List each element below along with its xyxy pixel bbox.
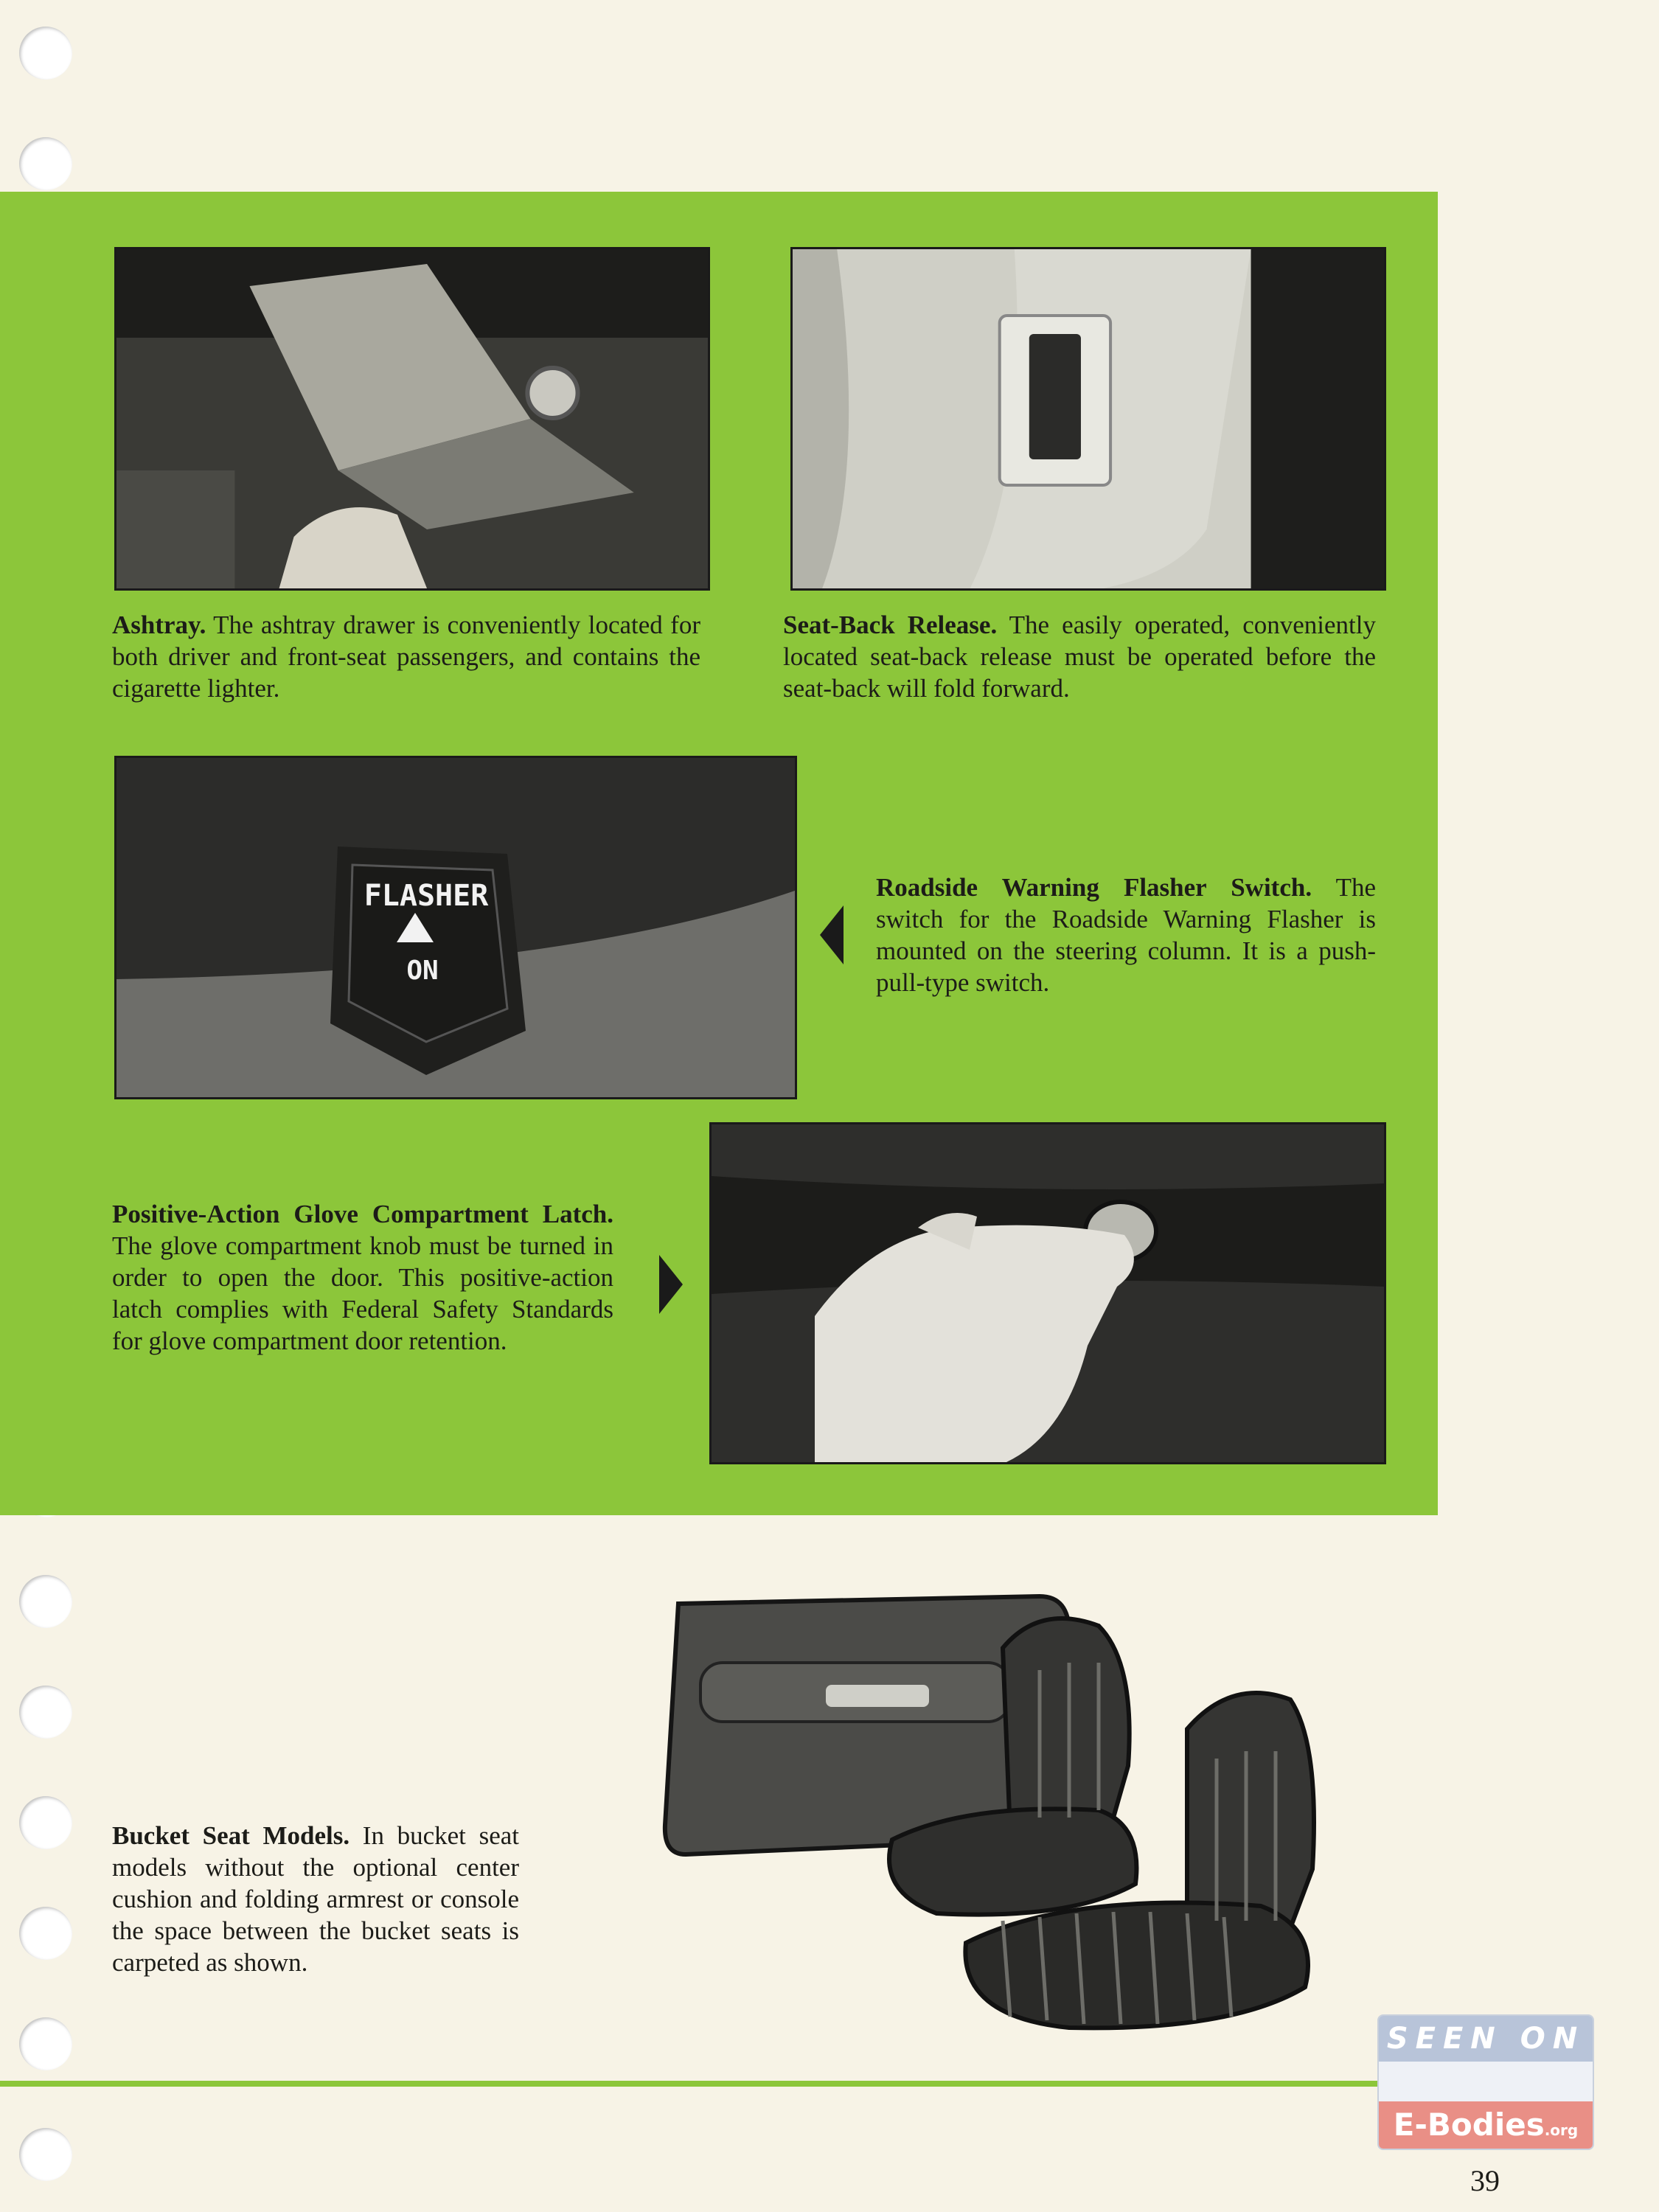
seat-back-release-photo — [790, 247, 1386, 591]
binder-hole — [19, 2017, 72, 2070]
binder-hole — [19, 1796, 72, 1849]
binder-hole — [19, 1686, 72, 1739]
glove-heading: Positive-Action Glove Compartment Latch. — [112, 1200, 613, 1228]
binder-hole — [19, 1575, 72, 1628]
seat-back-heading: Seat-Back Release. — [783, 611, 998, 639]
ashtray-text: The ashtray drawer is conveniently located for both driver and front-seat passengers, and contains the cigarette lighter. — [112, 611, 700, 703]
flasher-switch-label-top: FLASHER — [364, 879, 489, 913]
flasher-caption — [876, 872, 1376, 998]
ashtray-heading: Ashtray. — [112, 611, 206, 639]
page-number: 39 — [1470, 2164, 1500, 2197]
binder-hole — [19, 1907, 72, 1960]
binder-hole — [19, 137, 72, 190]
seat-back-caption — [783, 609, 1376, 704]
flasher-heading: Roadside Warning Flasher Switch. — [876, 873, 1312, 902]
bottom-green-rule — [0, 2081, 1438, 2087]
badge-top-text: SEEN ON — [1379, 2016, 1593, 2062]
binder-hole — [19, 2128, 72, 2181]
bucket-seat-text: In bucket seat models without the optional center cushion and folding armrest or console the space between the bucket seats is carpeted as shown. — [112, 1821, 519, 1977]
flasher-switch-photo — [114, 756, 797, 1099]
pointer-left-arrow-icon — [820, 905, 844, 964]
flasher-text: The switch for the Roadside Warning Flasher is mounted on the steering column. It is a push-pull-type switch. — [876, 873, 1376, 997]
pointer-right-arrow-icon — [659, 1255, 683, 1314]
seat-back-text: The easily operated, conveniently located seat-back release must be operated before the seat-back will fold forward. — [783, 611, 1376, 703]
ashtray-caption — [112, 609, 700, 704]
badge-bottom-text: E-Bodies — [1393, 2107, 1545, 2143]
glove-caption — [112, 1198, 613, 1357]
flasher-switch-label-bottom: ON — [406, 956, 439, 986]
seen-on-e-bodies-badge — [1377, 2014, 1594, 2150]
bucket-seats-illustration — [656, 1574, 1386, 2057]
ashtray-photo — [114, 247, 710, 591]
badge-bottom — [1379, 2101, 1593, 2149]
glove-latch-photo — [709, 1122, 1386, 1464]
binder-hole — [19, 27, 72, 80]
bucket-seat-caption — [112, 1820, 519, 1978]
badge-suffix-text: .org — [1544, 2121, 1579, 2139]
glove-text: The glove compartment knob must be turned in order to open the door. This positive-action latch complies with Federal Safety Standards for glove compartment door retention. — [112, 1231, 613, 1355]
bucket-seat-heading: Bucket Seat Models. — [112, 1821, 350, 1850]
